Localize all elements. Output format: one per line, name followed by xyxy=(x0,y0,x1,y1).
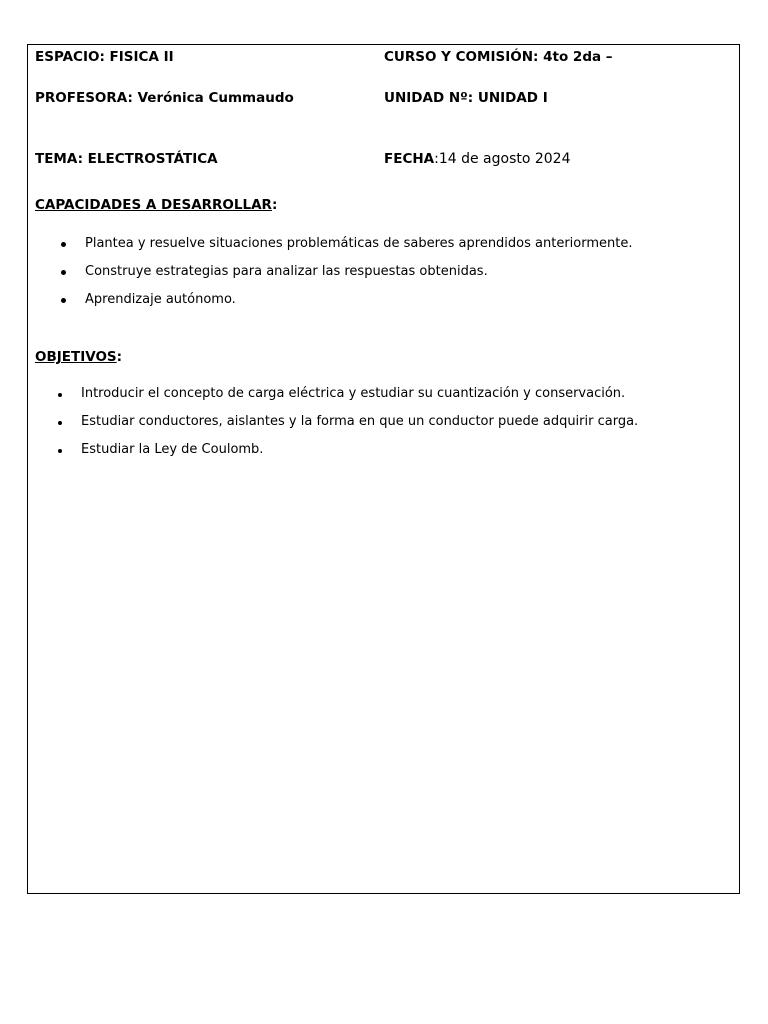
capacidades-heading xyxy=(35,197,277,213)
capacidades-heading-text: CAPACIDADES A DESARROLLAR xyxy=(35,197,272,213)
bullet-icon xyxy=(58,449,62,453)
curso-field xyxy=(384,49,613,65)
objetivos-list xyxy=(57,386,638,470)
list-item xyxy=(57,414,638,442)
objetivo-text: Estudiar conductores, aislantes y la forma en que un conductor puede adquirir carga. xyxy=(81,414,639,429)
capacidad-text: Aprendizaje autónomo. xyxy=(85,292,236,307)
espacio-field xyxy=(35,49,174,65)
objetivos-heading-text: OBJETIVOS xyxy=(35,349,117,365)
curso-label: CURSO Y COMISIÓN: 4to 2da – xyxy=(384,49,613,65)
profesora-label: PROFESORA: Verónica Cummaudo xyxy=(35,90,294,106)
fecha-label: FECHA xyxy=(384,151,435,167)
fecha-field xyxy=(384,151,571,167)
objetivo-text: Estudiar la Ley de Coulomb. xyxy=(81,442,264,457)
list-item xyxy=(61,264,633,292)
objetivo-text: Introducir el concepto de carga eléctrica y estudiar su cuantización y conservación. xyxy=(81,386,626,401)
list-item xyxy=(61,292,633,320)
objetivos-heading xyxy=(35,349,122,365)
list-item xyxy=(57,442,638,470)
unidad-field xyxy=(384,90,548,106)
list-item xyxy=(57,386,638,414)
capacidad-text: Plantea y resuelve situaciones problemáticas de saberes aprendidos anteriormente. xyxy=(85,236,633,251)
objetivos-heading-colon: : xyxy=(116,349,123,365)
bullet-icon xyxy=(61,298,66,303)
tema-label: TEMA: ELECTROSTÁTICA xyxy=(35,151,218,167)
capacidades-heading-colon: : xyxy=(271,197,278,213)
unidad-label: UNIDAD Nº: UNIDAD I xyxy=(384,90,548,106)
capacidades-list xyxy=(61,236,633,320)
espacio-label: ESPACIO: FISICA II xyxy=(35,49,174,65)
fecha-value: :14 de agosto 2024 xyxy=(434,151,571,167)
list-item xyxy=(61,236,633,264)
capacidad-text: Construye estrategias para analizar las respuestas obtenidas. xyxy=(85,264,488,279)
bullet-icon xyxy=(58,393,62,397)
profesora-field xyxy=(35,90,294,106)
tema-field xyxy=(35,151,218,167)
bullet-icon xyxy=(61,242,66,247)
bullet-icon xyxy=(61,270,66,275)
bullet-icon xyxy=(58,421,62,425)
